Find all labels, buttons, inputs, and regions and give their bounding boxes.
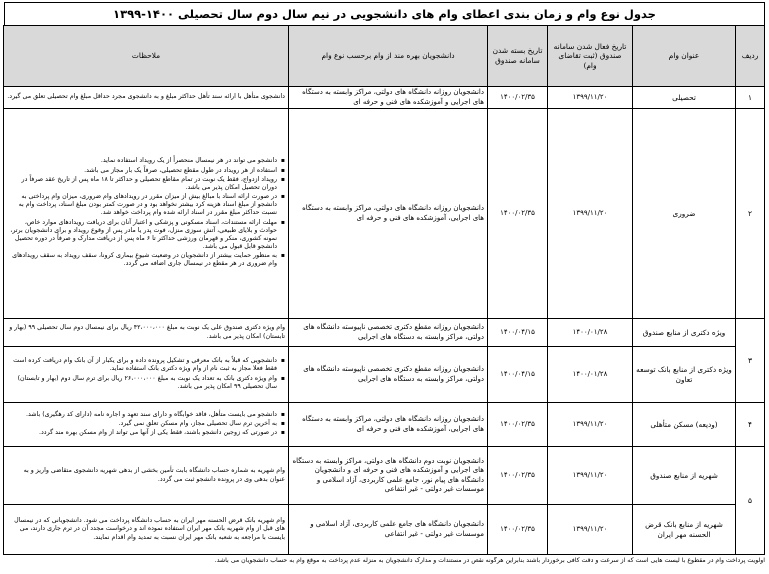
list-item: ▪ رویداد ازدواج، فقط یک نوبت در تمام مقاطع تحصیلی و حداکثر تا ۱۸ ماه پس از تاریخ عقد صرفاً در دوران تحصیل امکان پذیر می باشد. [7, 176, 277, 192]
table-row [4, 319, 765, 347]
row-number: ۲ [736, 109, 765, 319]
close-date: ۱۴۰۰/۰۴/۱۵ [488, 347, 548, 403]
table-row [4, 347, 765, 403]
loan-title: شهریه از منابع بانک قرض الحسنه مهر ایران [633, 505, 736, 555]
list-item: ▪ به آخرین ترم سال تحصیلی مجاز، وام مسکن تعلق نمی گیرد. [7, 420, 277, 428]
notes [4, 109, 289, 319]
document-title: جدول نوع وام و زمان بندی اعطای وام های دانشجویی در نیم سال دوم سال تحصیلی ۱۴۰۰-۱۳۹۹ [4, 2, 765, 25]
eligible-students: دانشجویان روزانه دانشگاه های دولتی، مراکز وابسته به دستگاه های اجرایی، آموزشکده های فنی و حرفه ای [289, 403, 488, 447]
footer-note: اولویت پرداخت وام در مقطوع با لیست هایی است که از سرعت و دقت کافی برخوردار باشند بنابراین هرگونه نقص در مستندات و مدارک دانشجویان به منزله عدم پرداخت به موقع وام به حساب دانشجویان می باشد. [214, 557, 765, 564]
header-notes: ملاحظات [4, 26, 289, 87]
eligible-students: دانشجویان روزانه دانشگاه های دولتی، مراکز وابسته به دستگاه های اجرایی و آموزشکده های فنی و حرفه ای [289, 87, 488, 109]
loan-title: ویژه دکتری از منابع بانک توسعه تعاون [633, 347, 736, 403]
loan-title: تحصیلی [633, 87, 736, 109]
list-item: ▪ مهلت ارائه مستندات، اسناد مسکونی و پزشکی و اعتبار آنان برای دریافت رویدادهای موارد خاص، حوادث و بلایای طبیعی، آتش سوزی منزل، فوت پدر یا مادر پس از وقوع رویداد و برای دانشجویان برتر، نمونه کشوری، منکر و قهرمان ورزشی حداکثر تا ۶ ماه پس از دریافت مدارک و صرفاً در دوره تحصیل دانشجو قابل قبول می باشد. [7, 219, 277, 252]
list-item: ▪ دانشجو می تواند در هر نیمسال منحصراً از یک رویداد استفاده نماید. [7, 157, 277, 165]
list-item: ▪ استفاده از هر رویداد در طول مقطع تحصیلی، صرفاً یک بار مجاز می باشد. [7, 167, 277, 175]
list-item: ▪ دانشجویی که قبلاً به بانک معرفی و تشکیل پرونده داده و برای یکبار از آن بانک وام دریافت کرده است فقط فعلا مجاز به ثبت نام از وام ویژه دکتری بانک استفاده نماید. [7, 357, 277, 373]
list-item: ▪ در صورتی که زوجین دانشجو باشند، فقط یکی از آنها می تواند از وام مسکن بهره مند گردد. [7, 429, 277, 437]
row-number: ۳ [736, 319, 765, 403]
eligible-students: دانشجویان روزانه دانشگاه های دولتی، مراکز وابسته به دستگاه های اجرایی، آموزشکده های فنی و حرفه ای [289, 109, 488, 319]
loan-title: (ودیعه) مسکن متأهلی [633, 403, 736, 447]
open-date: ۱۳۹۹/۱۱/۲۰ [548, 447, 633, 505]
notes: وام شهریه به شماره حساب دانشگاه بابت تأمین بخشی از بدهی شهریه دانشجوی متقاضی واریز و به عنوان بدهی وی در پرونده دانشجو ثبت می گردد. [4, 447, 289, 505]
open-date: ۱۳۹۹/۱۱/۲۰ [548, 109, 633, 319]
close-date: ۱۴۰۰/۰۲/۳۵ [488, 505, 548, 555]
notes: دانشجوی متأهل با ارائه سند تأهل حداکثر مبلغ و به دانشجوی مجرد حداقل مبلغ وام تحصیلی تعلق می گیرد. [4, 87, 289, 109]
header-row-number: ردیف [736, 26, 765, 87]
eligible-students: دانشجویان روزانه مقطع دکتری تخصصی ناپیوسته دانشگاه های دولتی، مراکز وابسته به دستگاه های اجرایی [289, 319, 488, 347]
table-row [4, 447, 765, 505]
close-date: ۱۴۰۰/۰۴/۱۵ [488, 319, 548, 347]
list-item: ▪ در صورت ارائه اسناد با مبالغ بیش از میزان مقرر در رویدادهای وام ضروری، میزان وام پرداختی به دانشجو از مبلغ اسناد هزینه کرد بیشتر نخواهد بود و در صورت کمتر بودن مبلغ اسناد، پرداخت وام به نسبت حداکثر مبلغ مقرر در اسناد ارائه شده وام پرداخت خواهد شد. [7, 193, 277, 218]
loan-title: ضروری [633, 109, 736, 319]
notes [4, 347, 289, 403]
eligible-students: دانشجویان دانشگاه های جامع علمی کاربردی، آزاد اسلامی و موسسات غیر دولتی - غیر انتفاعی [289, 505, 488, 555]
close-date: ۱۴۰۰/۰۲/۳۵ [488, 87, 548, 109]
table-row [4, 403, 765, 447]
eligible-students: دانشجویان نوبت دوم دانشگاه های دولتی، مراکز وابسته به دستگاه های اجرایی و آموزشکده های فنی و حرفه ای و دانشجویان دانشگاه های پیام نور، جامع علمی کاربردی، آزاد اسلامی و موسسات غیر دولتی - غیر انتفاعی [289, 447, 488, 505]
close-date: ۱۴۰۰/۰۲/۳۵ [488, 403, 548, 447]
open-date: ۱۴۰۰/۰۱/۲۸ [548, 347, 633, 403]
open-date: ۱۳۹۹/۱۱/۲۰ [548, 87, 633, 109]
notes-list [7, 411, 285, 438]
eligible-students: دانشجویان روزانه مقطع دکتری تخصصی ناپیوسته دانشگاه های دولتی، مراکز وابسته به دستگاه های اجرایی [289, 347, 488, 403]
header-open-date: تاریخ فعال شدن سامانه صندوق (ثبت تقاضای وام) [548, 26, 633, 87]
notes-list [7, 357, 285, 391]
header-loan-title: عنوان وام [633, 26, 736, 87]
row-number: ۱ [736, 87, 765, 109]
open-date: ۱۴۰۰/۰۱/۲۸ [548, 319, 633, 347]
list-item: ▪ وام ویژه دکتری بانک به تعداد یک نوبت به مبلغ ۲۶،۰۰۰،۰۰۰ ریال برای ترم سال دوم (بهار و تابستان) سال تحصیلی ۹۹ امکان پذیر می باشد. [7, 375, 277, 391]
table-row [4, 109, 765, 319]
notes [4, 403, 289, 447]
header-eligible-students: دانشجویان بهره مند از وام برحسب نوع وام [289, 26, 488, 87]
table-row [4, 505, 765, 555]
notes: وام شهریه بانک قرض الحسنه مهر ایران به حساب دانشگاه پرداخت می شود. دانشجویانی که در نیمسال های قبل از وام شهریه بانک مهر ایران استفاده نموده اند و درخواست مجدد آن در ترم جاری دارند، می بایست با مراجعه به شعبه بانک مهر ایران نسبت به تمدید وام اقدام نمایند. [4, 505, 289, 555]
row-number: ۵ [736, 447, 765, 555]
loan-schedule-table [3, 25, 765, 555]
close-date: ۱۴۰۰/۰۲/۳۵ [488, 109, 548, 319]
loan-title: ویژه دکتری از منابع صندوق [633, 319, 736, 347]
notes-list [7, 157, 285, 268]
open-date: ۱۳۹۹/۱۱/۲۰ [548, 403, 633, 447]
notes: وام ویژه دکتری صندوق علی یک نوبت به مبلغ ۴۲،۰۰۰،۰۰۰ ریال برای نیمسال دوم سال تحصیلی ۹۹ (بهار و تابستان) امکان پذیر می باشد. [4, 319, 289, 347]
open-date: ۱۳۹۹/۱۱/۲۰ [548, 505, 633, 555]
close-date: ۱۴۰۰/۰۲/۳۵ [488, 447, 548, 505]
list-item: ▪ به منظور حمایت بیشتر از دانشجویان در وضعیت شیوع بیماری کرونا، سقف رویداد به سقف رویدادهای وام ضروری در هر مقطع در نیمسال جاری اضافه می گردد. [7, 252, 277, 268]
loan-title: شهریه از منابع صندوق [633, 447, 736, 505]
row-number: ۴ [736, 403, 765, 447]
table-header-row [4, 26, 765, 87]
list-item: ▪ دانشجو می بایست متأهل، فاقد خوابگاه و دارای سند تعهد و اجاره نامه (دارای کد رهگیری) باشد. [7, 411, 277, 419]
header-close-date: تاریخ بسته شدن سامانه صندوق [488, 26, 548, 87]
table-row [4, 87, 765, 109]
